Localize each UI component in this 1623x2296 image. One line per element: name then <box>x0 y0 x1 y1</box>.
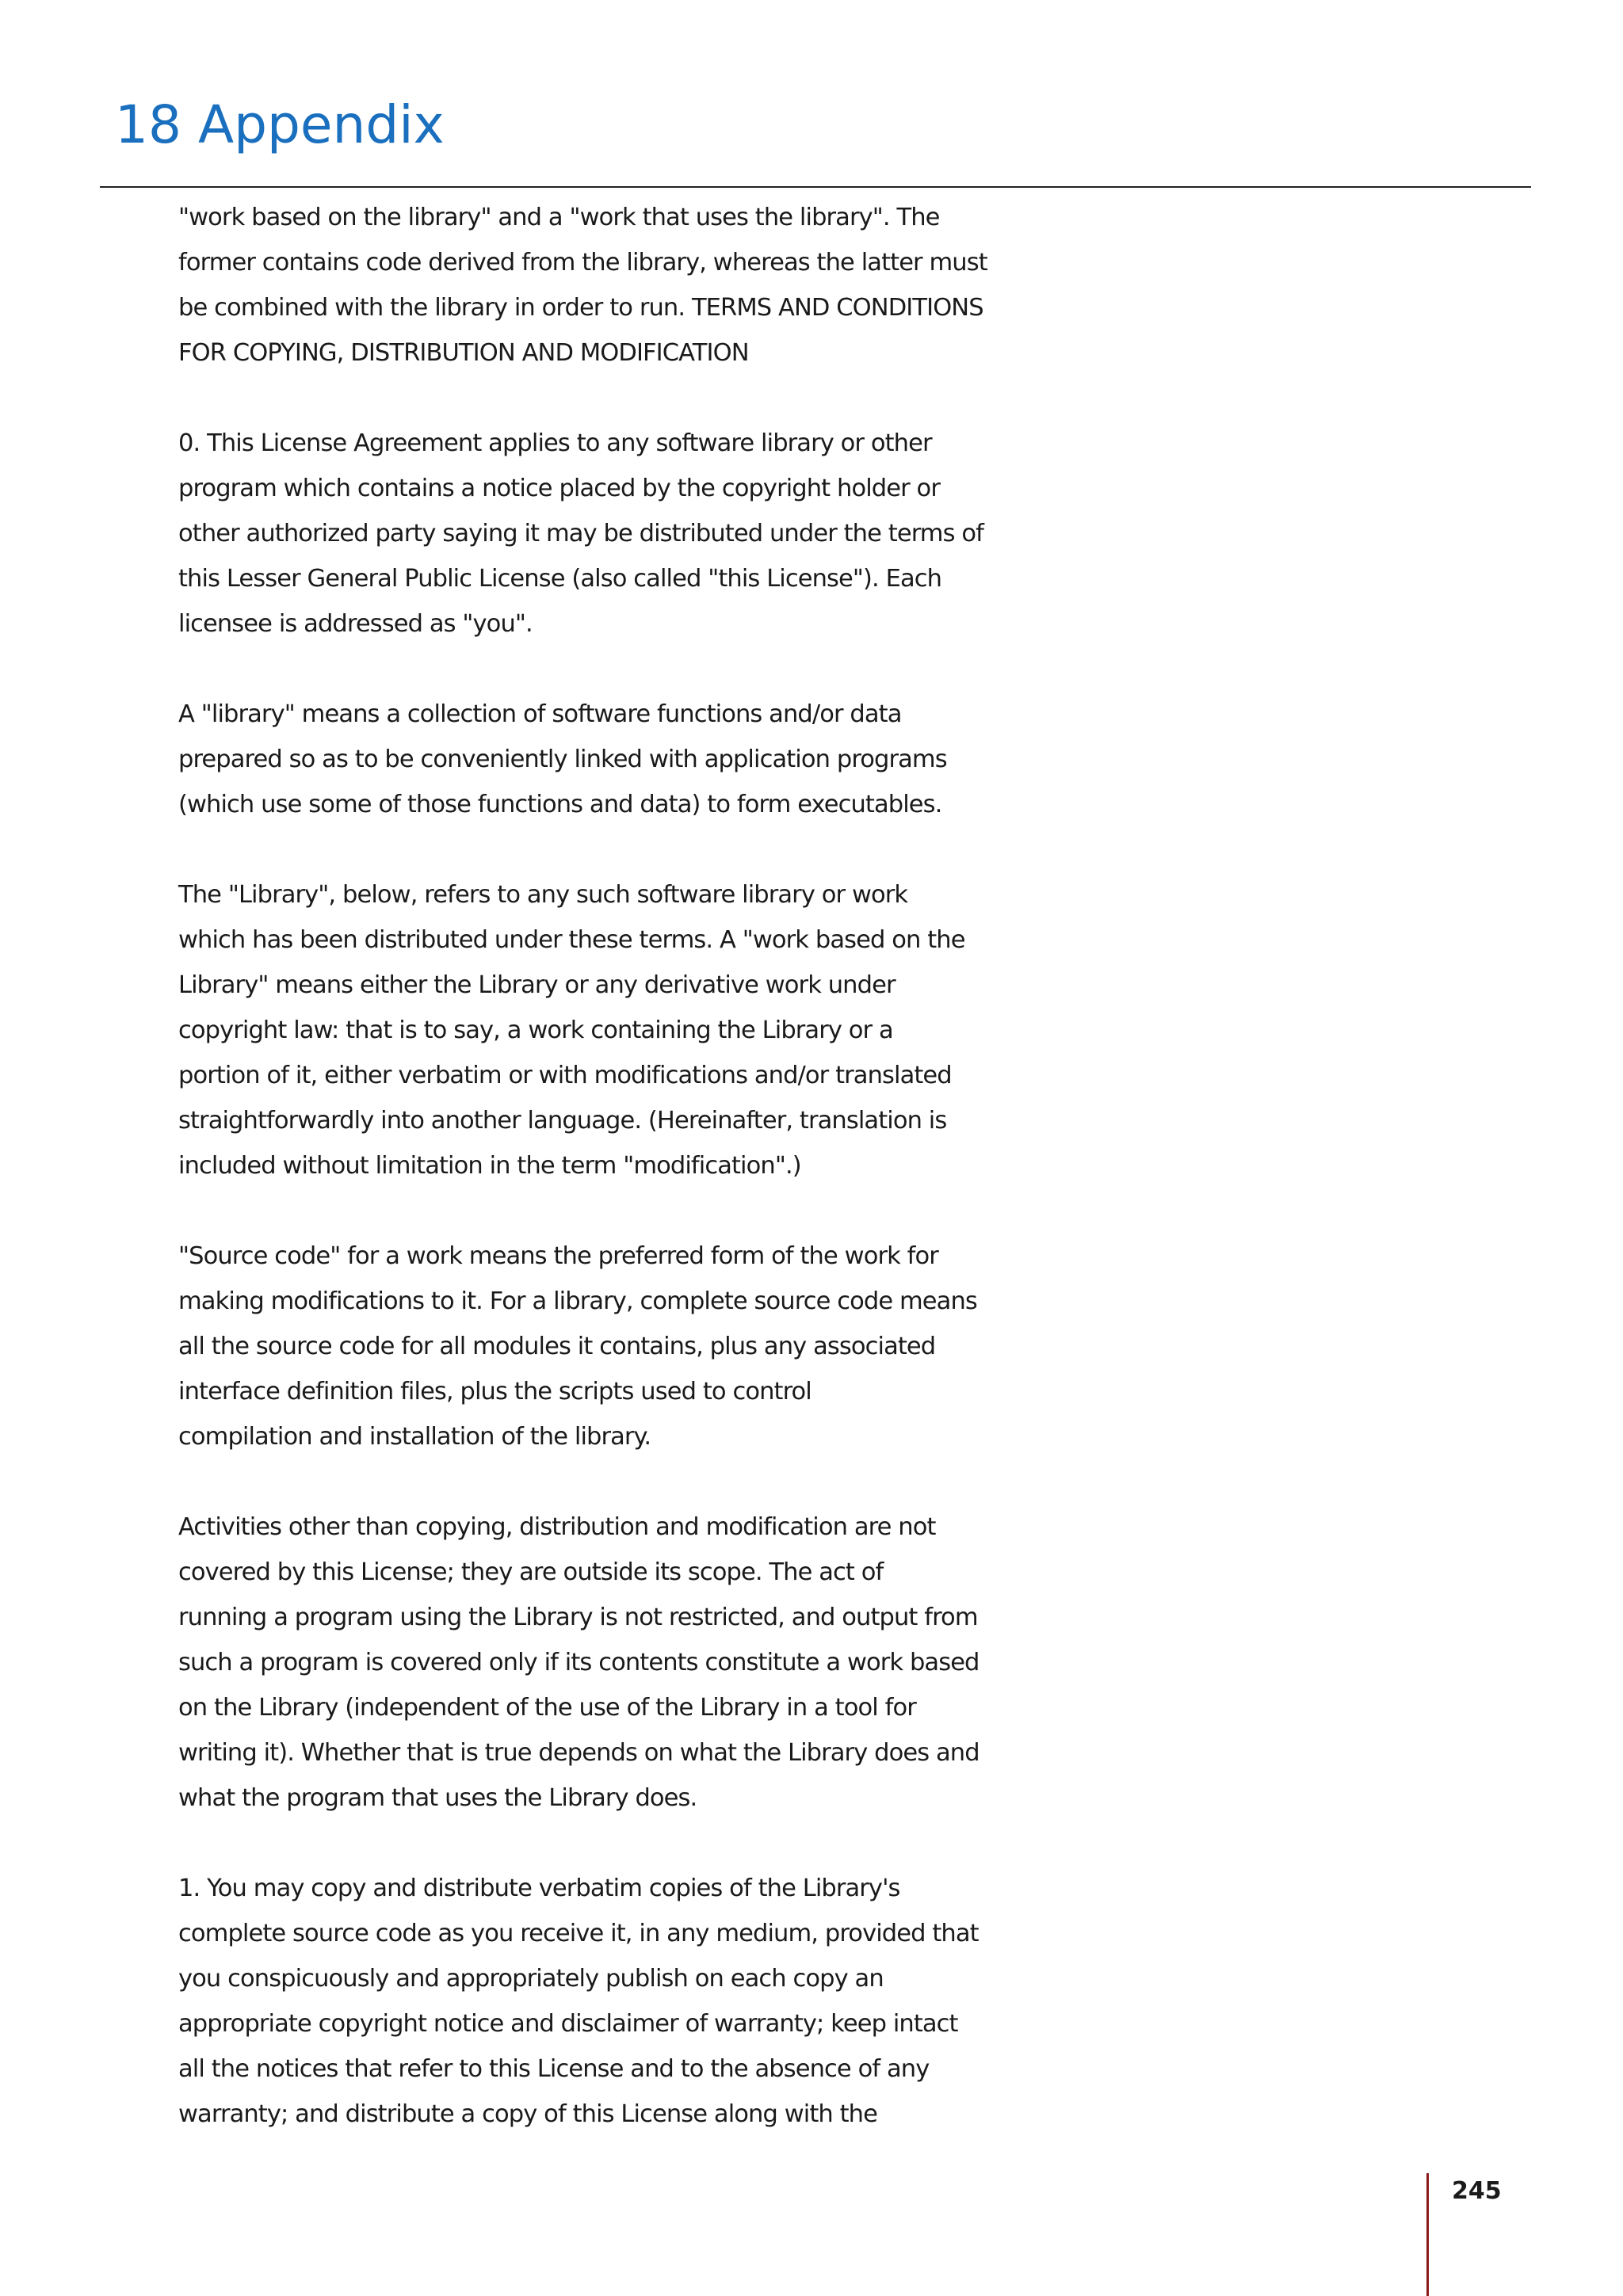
text-line: Library" means either the Library or any derivative work under <box>178 971 896 999</box>
paragraph-gap <box>178 376 1098 421</box>
paragraph-gap <box>178 1188 1098 1234</box>
text-line: writing it). Whether that is true depends on what the Library does and <box>178 1739 980 1767</box>
text-line: program which contains a notice placed by the copyright holder or <box>178 475 940 502</box>
paragraph <box>178 195 1098 376</box>
text-line: included without limitation in the term "modification".) <box>178 1152 801 1180</box>
text-line: interface definition files, plus the scripts used to control <box>178 1378 812 1405</box>
text-line: you conspicuously and appropriately publish on each copy an <box>178 1965 884 1993</box>
text-line: straightforwardly into another language. (Hereinafter, translation is <box>178 1107 947 1135</box>
text-line: former contains code derived from the library, whereas the latter must <box>178 249 987 277</box>
text-line: on the Library (independent of the use of the Library in a tool for <box>178 1694 916 1722</box>
text-line: all the notices that refer to this License and to the absence of any <box>178 2055 930 2083</box>
text-line: covered by this License; they are outside its scope. The act of <box>178 1558 884 1586</box>
text-line: which has been distributed under these terms. A "work based on the <box>178 926 965 954</box>
text-line: complete source code as you receive it, in any medium, provided that <box>178 1920 979 1947</box>
text-line: (which use some of those functions and data) to form executables. <box>178 791 942 818</box>
paragraph-gap <box>178 827 1098 872</box>
paragraph <box>178 1505 1098 1821</box>
text-line: copyright law: that is to say, a work containing the Library or a <box>178 1016 893 1044</box>
text-line: prepared so as to be conveniently linked with application programs <box>178 746 947 773</box>
license-body-text <box>178 195 1098 2137</box>
text-line: running a program using the Library is not restricted, and output from <box>178 1604 978 1631</box>
text-line: what the program that uses the Library does. <box>178 1784 697 1812</box>
chapter-title: 18 Appendix <box>115 94 445 155</box>
page-number: 245 <box>1452 2177 1502 2205</box>
text-line: The "Library", below, refers to any such software library or work <box>178 881 908 909</box>
text-line: such a program is covered only if its contents constitute a work based <box>178 1649 980 1676</box>
text-line: "Source code" for a work means the preferred form of the work for <box>178 1242 938 1270</box>
text-line: be combined with the library in order to run. TERMS AND CONDITIONS <box>178 294 983 322</box>
text-line: other authorized party saying it may be distributed under the terms of <box>178 520 983 547</box>
text-line: A "library" means a collection of software functions and/or data <box>178 700 902 728</box>
text-line: portion of it, either verbatim or with modifications and/or translated <box>178 1062 952 1089</box>
text-line: this Lesser General Public License (also called "this License"). Each <box>178 565 942 593</box>
text-line: licensee is addressed as "you". <box>178 610 533 638</box>
header-divider <box>100 186 1531 188</box>
text-line: FOR COPYING, DISTRIBUTION AND MODIFICATION <box>178 339 749 367</box>
paragraph <box>178 872 1098 1188</box>
paragraph-gap <box>178 646 1098 692</box>
text-line: warranty; and distribute a copy of this License along with the <box>178 2100 877 2128</box>
text-line: Activities other than copying, distribution and modification are not <box>178 1513 936 1541</box>
paragraph <box>178 1866 1098 2137</box>
text-line: appropriate copyright notice and disclaimer of warranty; keep intact <box>178 2010 958 2038</box>
paragraph-gap <box>178 1459 1098 1505</box>
paragraph <box>178 421 1098 646</box>
paragraph-gap <box>178 1821 1098 1866</box>
text-line: making modifications to it. For a library, complete source code means <box>178 1287 977 1315</box>
paragraph <box>178 1234 1098 1459</box>
text-line: compilation and installation of the library. <box>178 1423 651 1451</box>
text-line: 1. You may copy and distribute verbatim copies of the Library's <box>178 1875 900 1902</box>
text-line: 0. This License Agreement applies to any software library or other <box>178 429 932 457</box>
footer-divider <box>1426 2173 1429 2296</box>
text-line: "work based on the library" and a "work that uses the library". The <box>178 204 940 231</box>
paragraph <box>178 692 1098 827</box>
text-line: all the source code for all modules it contains, plus any associated <box>178 1333 936 1360</box>
